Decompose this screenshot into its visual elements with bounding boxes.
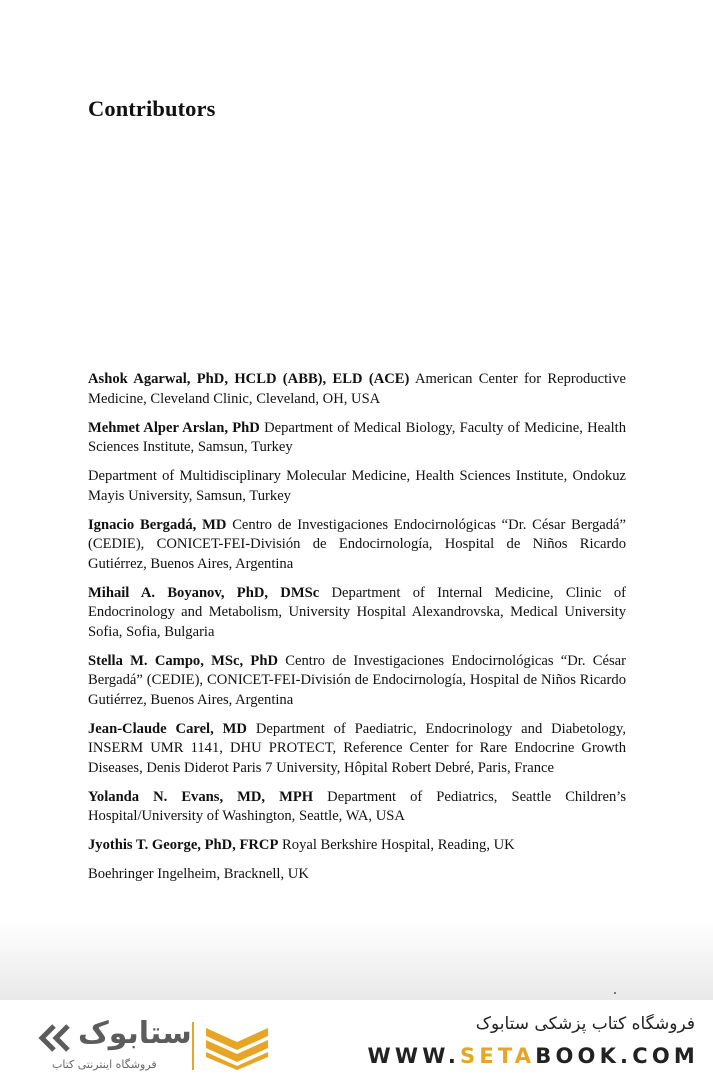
contributor-entry	[88, 584, 626, 643]
url-suffix: BOOK.COM	[535, 1044, 699, 1068]
contributor-affiliation: Department of Medical Biology, Faculty of Medicine, Health Sciences Institute, Samsun, Turkey	[88, 419, 627, 455]
contributor-name: Mihail A. Boyanov, PhD, DMSc	[88, 584, 320, 601]
contributor-affiliation: American Center for Reproductive Medicine, Cleveland Clinic, Cleveland, OH, USA	[88, 371, 627, 407]
logo-subtitle: فروشگاه اینترنتی کتاب	[52, 1058, 157, 1071]
contributor-name: Jyothis T. George, PhD, FRCP	[88, 837, 279, 853]
publisher-footer	[0, 1000, 713, 1080]
url-highlight: SETA	[460, 1044, 536, 1068]
contributor-affiliation: Department of Internal Medicine, Clinic of Endocrinology and Metabolism, University Hospital Alexandrovska, Medical University Sofia, Sofia, Bulgaria	[88, 584, 626, 640]
contributor-name: Yolanda N. Evans, MD, MPH	[88, 788, 314, 805]
contributor-entry	[88, 516, 626, 575]
contributor-name: Jean-Claude Carel, MD	[88, 720, 247, 737]
contributor-affiliation: Department of Pediatrics, Seattle Children’s Hospital/University of Washington, Seattle, WA, USA	[88, 788, 627, 824]
store-url-link[interactable]	[367, 1044, 699, 1068]
page-title: Contributors	[88, 96, 216, 121]
contributor-name: Ashok Agarwal, PhD, HCLD (ABB), ELD (ACE)	[88, 371, 410, 387]
contributor-entry	[88, 467, 626, 506]
setabook-logo	[30, 1012, 280, 1070]
open-book-icon	[202, 1022, 272, 1070]
contributor-entry	[88, 836, 626, 856]
contributor-entry	[88, 370, 626, 409]
contributor-name: Mehmet Alper Arslan, PhD	[88, 419, 260, 436]
contributor-entry	[88, 419, 626, 458]
store-name: فروشگاه کتاب پزشکی ستابوک	[475, 1014, 695, 1034]
contributor-entry	[88, 788, 626, 827]
contributor-affiliation: Department of Paediatric, Endocrinology and Diabetology, INSERM UMR 1141, DHU PROTECT, Reference Center for Rare Endocrine Growth Diseases, Denis Diderot Paris 7 University, Hôpital Robert Debré, Paris, France	[88, 720, 626, 776]
contributor-affiliation: Department of Multidisciplinary Molecular Medicine, Health Sciences Institute, Ondokuz Mayis University, Samsun, Turkey	[88, 468, 626, 504]
contributor-entry	[88, 652, 626, 711]
contributor-entry	[88, 720, 626, 779]
url-prefix: WWW.	[367, 1044, 461, 1068]
contributor-entry	[88, 865, 626, 885]
page-speck	[614, 992, 616, 994]
contributor-affiliation: Centro de Investigaciones Endocirnológicas “Dr. César Bergadá” (CEDIE), CONICET-FEI-División de Endocirnología, Hospital de Niños Ricardo Gutiérrez, Buenos Aires, Argentina	[88, 516, 626, 572]
logo-divider	[192, 1022, 194, 1070]
contributor-affiliation: Centro de Investigaciones Endocirnológicas “Dr. César Bergadá” (CEDIE), CONICET-FEI-División de Endocirnología, Hospital de Niños Ricardo Gutiérrez, Buenos Aires, Argentina	[88, 652, 626, 708]
logo-wordmark: ستابوک	[78, 1016, 192, 1051]
contributor-name: Stella M. Campo, MSc, PhD	[88, 652, 279, 669]
contributor-name: Ignacio Bergadá, MD	[88, 516, 227, 533]
double-chevron-icon	[36, 1024, 74, 1052]
contributor-affiliation: Royal Berkshire Hospital, Reading, UK	[282, 837, 515, 853]
contributor-affiliation: Boehringer Ingelheim, Bracknell, UK	[88, 866, 309, 882]
contributors-list	[88, 370, 626, 894]
